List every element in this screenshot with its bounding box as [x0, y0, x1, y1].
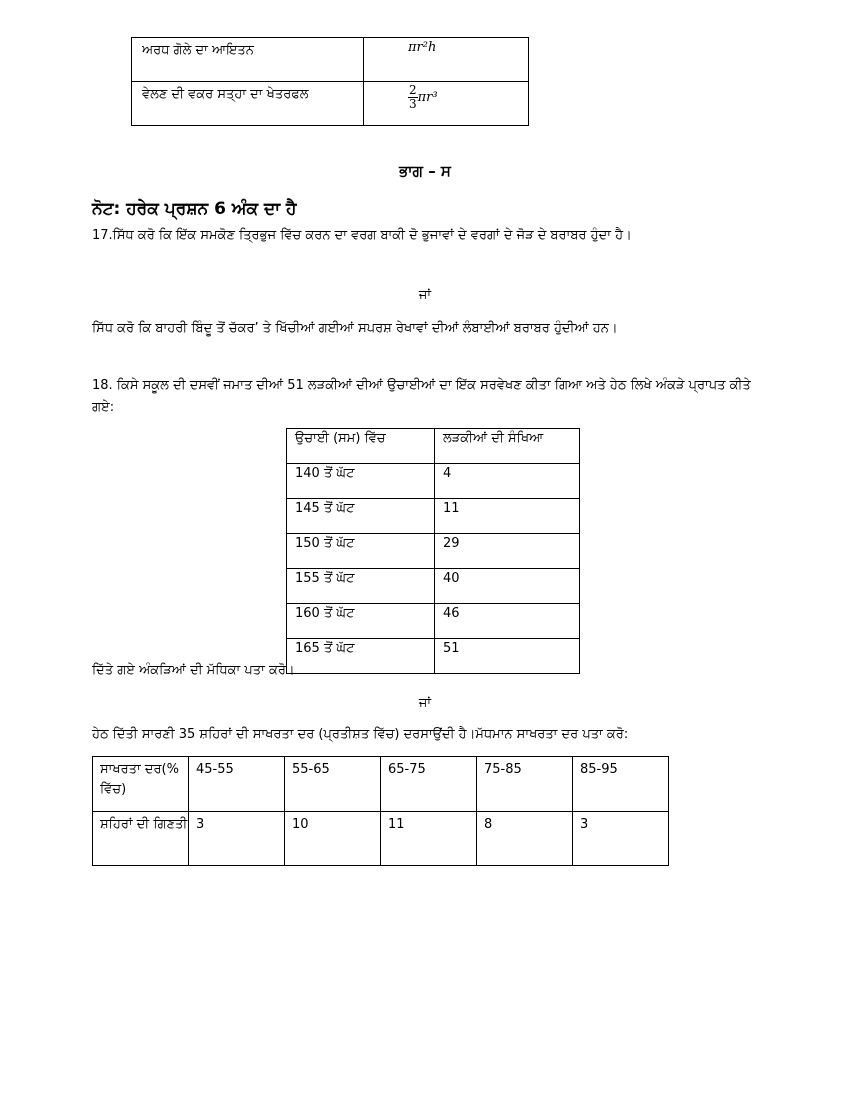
row-header: ਸਾਖਰਤਾ ਦਰ(% ਵਿੱਚ) [93, 757, 189, 812]
fraction-numerator: 2 [409, 83, 417, 97]
question-17: 17.ਸਿੱਧ ਕਰੋ ਕਿ ਇੱਕ ਸਮਕੋਣ ਤ੍ਰਿਭੁਜ ਵਿੱਚ ਕਰਨ ਦਾ ਵਰਗ ਬਾਕੀ ਦੋ ਭੁਜਾਵਾਂ ਦੇ ਵਰਗਾਂ ਦੇ ਜੋੜ ਦੇ ਬਰਾਬਰ ਹੁੰਦਾ ਹੈ। [92, 228, 632, 243]
column-header: ਲੜਕੀਆਂ ਦੀ ਸੰਖਿਆ [435, 429, 580, 464]
table-cell: 11 [435, 499, 580, 534]
table-cell: 45-55 [189, 757, 285, 812]
section-heading: ਭਾਗ – ਸ [399, 162, 451, 180]
or-separator: ਜਾਂ [418, 288, 432, 303]
table-cell: 40 [435, 569, 580, 604]
note-heading: ਨੋਟ: ਹਰੇਕ ਪ੍ਰਸ਼ਨ 6 ਅੰਕ ਦਾ ਹੈ [92, 199, 297, 219]
question-18: 18. ਕਿਸੇ ਸਕੂਲ ਦੀ ਦਸਵੀਂ ਜਮਾਤ ਦੀਆਂ 51 ਲੜਕੀਆਂ ਦੀਆਂ ਉਚਾਈਆਂ ਦਾ ਇੱਕ ਸਰਵੇਖਣ ਕੀਤਾ ਗਿਆ ਅਤੇ ਹੇਠ ਲਿਖੇ ਅੰਕੜੇ ਪ੍ਰਾਪਤ ਕੀਤੇ ਗਏ: [92, 378, 751, 415]
table-row [287, 604, 580, 639]
formula-label: ਅਰਧ ਗੋਲੇ ਦਾ ਆਇਤਨ [132, 38, 364, 82]
table-cell: 165 ਤੋਂ ਘੱਟ [287, 639, 435, 674]
table-cell: 155 ਤੋਂ ਘੱਟ [287, 569, 435, 604]
table-cell: 75-85 [477, 757, 573, 812]
table-row [93, 812, 669, 866]
table-cell: 150 ਤੋਂ ਘੱਟ [287, 534, 435, 569]
table-cell: 55-65 [285, 757, 381, 812]
table-cell: 4 [435, 464, 580, 499]
table-row [287, 534, 580, 569]
formula-rest: πr³ [417, 90, 438, 105]
table-cell: 51 [435, 639, 580, 674]
table-row [287, 499, 580, 534]
formula-table [131, 37, 529, 126]
heights-table [286, 428, 580, 674]
formula-label: ਵੇਲਣ ਦੀ ਵਕਰ ਸਤ੍ਹਾ ਦਾ ਖੇਤਰਫਲ [132, 82, 364, 126]
table-cell: 46 [435, 604, 580, 639]
table-cell: 65-75 [381, 757, 477, 812]
question-18-ask: ਦਿੱਤੇ ਗਏ ਅੰਕੜਿਆਂ ਦੀ ਮੱਧਿਕਾ ਪਤਾ ਕਰੋ। [92, 663, 295, 678]
table-row [287, 569, 580, 604]
formula-value [364, 82, 529, 126]
table-row [132, 82, 529, 126]
formula-value: πr²h [364, 38, 529, 82]
table-row [132, 38, 529, 82]
table-cell: 29 [435, 534, 580, 569]
question-17-alternative: ਸਿੱਧ ਕਰੋ ਕਿ ਬਾਹਰੀ ਬਿੰਦੂ ਤੋਂ ਚੱਕਰ’ ਤੇ ਖਿੱਚੀਆਂ ਗਈਆਂ ਸਪਰਸ਼ ਰੇਖਾਵਾਂ ਦੀਆਂ ਲੰਬਾਈਆਂ ਬਰਾਬਰ ਹੁੰਦੀਆਂ ਹਨ। [92, 321, 618, 336]
column-header: ਉਚਾਈ (ਸਮ) ਵਿੱਚ [287, 429, 435, 464]
table-header-row [287, 429, 580, 464]
table-row [287, 639, 580, 674]
or-separator: ਜਾਂ [418, 696, 432, 711]
table-row [287, 464, 580, 499]
table-cell: 10 [285, 812, 381, 866]
table-cell: 85-95 [573, 757, 669, 812]
table-cell: 140 ਤੋਂ ਘੱਟ [287, 464, 435, 499]
literacy-table [92, 756, 669, 866]
fraction-denominator: 3 [409, 97, 417, 111]
row-header: ਸ਼ਹਿਰਾਂ ਦੀ ਗਿਣਤੀ [93, 812, 189, 866]
question-18-alternative: ਹੇਠ ਦਿੱਤੀ ਸਾਰਣੀ 35 ਸ਼ਹਿਰਾਂ ਦੀ ਸਾਖਰਤਾ ਦਰ (ਪ੍ਰਤੀਸ਼ਤ ਵਿੱਚ) ਦਰਸਾਉਂਦੀ ਹੈ।ਮੱਧਮਾਨ ਸਾਖਰਤਾ ਦਰ ਪਤਾ ਕਰੋ: [92, 727, 629, 742]
table-row [93, 757, 669, 812]
table-cell: 8 [477, 812, 573, 866]
table-cell: 11 [381, 812, 477, 866]
table-cell: 145 ਤੋਂ ਘੱਟ [287, 499, 435, 534]
table-cell: 3 [573, 812, 669, 866]
table-cell: 160 ਤੋਂ ਘੱਟ [287, 604, 435, 639]
table-cell: 3 [189, 812, 285, 866]
fraction [408, 84, 418, 111]
